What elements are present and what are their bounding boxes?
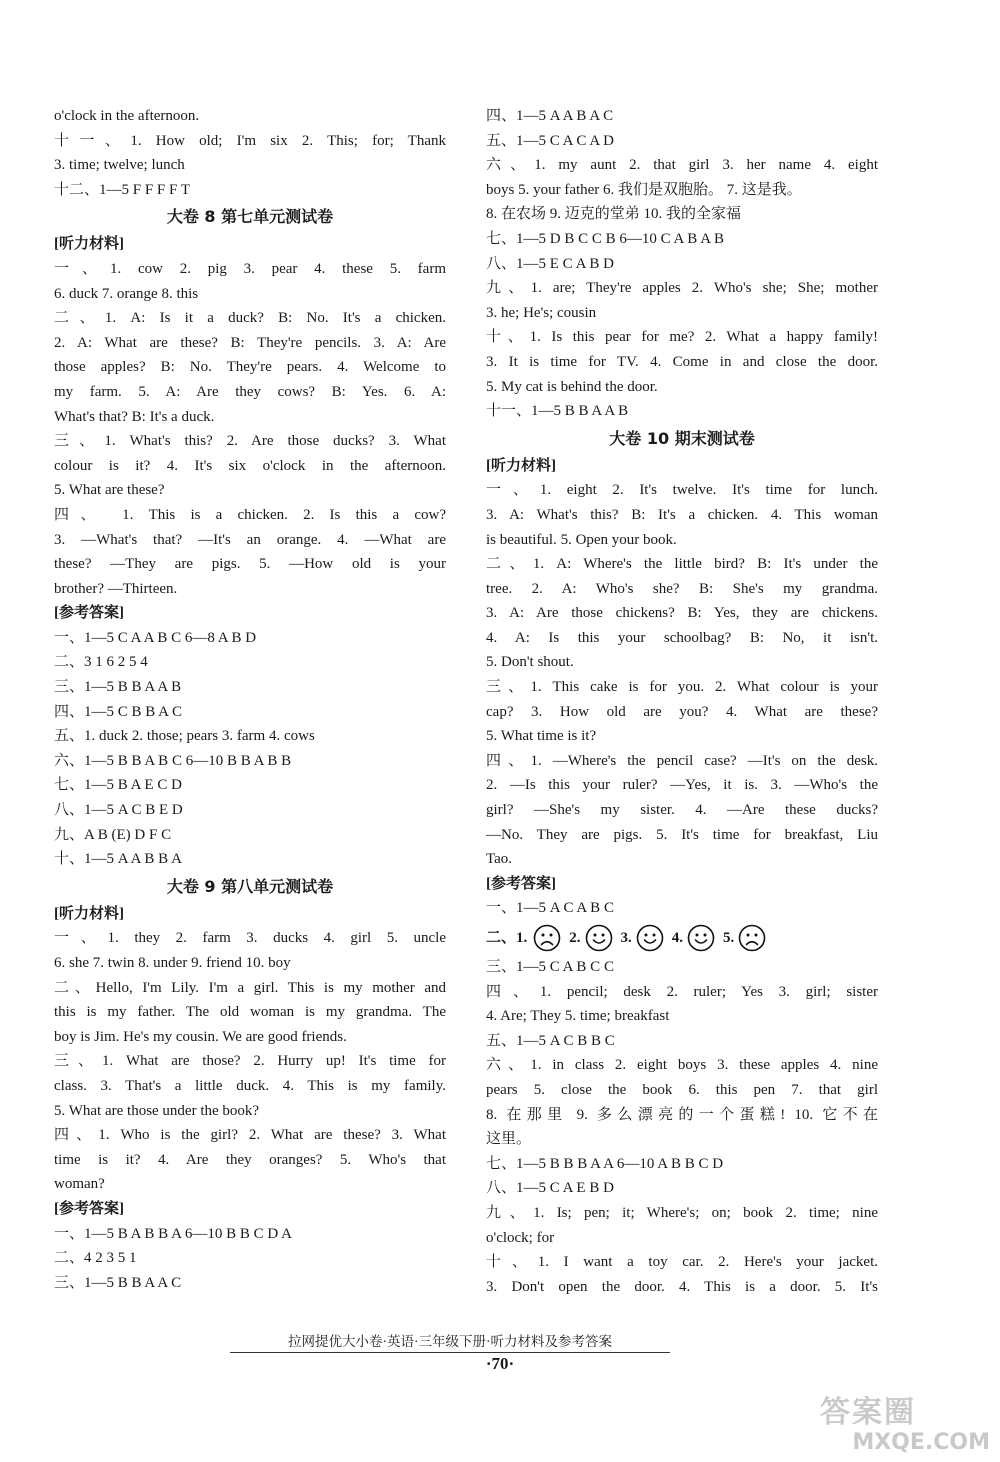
answer-line: 8. 在那里 9. 多么漂亮的一个蛋糕! 10. 它不在: [486, 1106, 878, 1123]
answer-line: pears 5. close the book 6. this pen 7. that girl: [486, 1081, 878, 1098]
answer-line: 九、1. are; They're apples 2. Who's she; She; mother: [486, 280, 878, 297]
answer-line: tree. 2. A: Who's she? B: She's my grandma.: [486, 580, 878, 597]
answer-line: 3. he; He's; cousin: [486, 304, 597, 321]
answer-line: 八、1—5 C A E B D: [486, 1180, 614, 1197]
answer-line: o'clock in the afternoon.: [54, 108, 200, 124]
answer-line: those apples? B: No. They're pears. 4. Welcome to: [54, 359, 446, 376]
answer-line: 5. What time is it?: [486, 728, 597, 745]
answer-line: these? —They are pigs. 5. —How old is your: [54, 556, 446, 573]
answer-line: brother? —Thirteen.: [54, 580, 178, 597]
answer-line: 七、1—5 D B C C B 6—10 C A B A B: [486, 230, 724, 247]
answer-line: 三、1. This cake is for you. 2. What colour is your: [486, 679, 878, 696]
answer-line: 三、1—5 B B A A C: [54, 1274, 182, 1291]
answer-line: 二、4 2 3 5 1: [54, 1250, 137, 1267]
section-heading: 大卷 8 第七单元测试卷: [166, 207, 334, 227]
face-number: 5.: [723, 930, 735, 946]
answer-line: time is it? 4. Are they oranges? 5. Who's that: [54, 1151, 446, 1168]
answer-line: 三、1. What are those? 2. Hurry up! It's time for: [54, 1053, 446, 1070]
section-tag: [参考答案]: [486, 875, 556, 892]
answer-line: 四、1. —Where's the pencil case? —It's on the desk.: [486, 752, 878, 769]
answer-line: Tao.: [486, 851, 513, 868]
answer-line: 六、1. my aunt 2. that girl 3. her name 4. eight: [486, 157, 878, 174]
section-tag: [参考答案]: [54, 1200, 124, 1217]
answer-line: 一、1. they 2. farm 3. ducks 4. girl 5. uncle: [54, 930, 446, 947]
section-heading: 大卷 9 第八单元测试卷: [166, 876, 334, 896]
sad-face-icon: [533, 924, 561, 952]
answer-line: —No. They are pigs. 5. It's time for breakfast, Liu: [486, 826, 878, 843]
answer-line: 一、1—5 C A A B C 6—8 A B D: [54, 629, 257, 646]
face-answer-row: [486, 921, 878, 955]
answer-line: 十二、1—5 F F F F T: [54, 181, 191, 198]
happy-face-icon: [585, 924, 613, 952]
answer-line: 六、1—5 B B A B C 6—10 B B A B B: [54, 752, 292, 769]
answer-line: 3. Don't open the door. 4. This is a door. 5. It's: [486, 1278, 878, 1295]
answer-line: 4. Are; They 5. time; breakfast: [486, 1008, 670, 1025]
face-number: 2.: [569, 930, 581, 946]
left-column: [54, 104, 446, 1295]
answer-line: cap? 3. How old are you? 4. What are these?: [486, 703, 878, 720]
answer-line: 6. she 7. twin 8. under 9. friend 10. boy: [54, 955, 291, 971]
face-row-lead: 二、1.: [486, 930, 528, 946]
answer-line: 十、1. Is this pear for me? 2. What a happy family!: [486, 329, 878, 346]
answer-line: 三、1—5 C A B C C: [486, 959, 614, 975]
answer-line: 8. 在农场 9. 迈克的堂弟 10. 我的全家福: [486, 206, 742, 223]
answer-line: 三、1. What's this? 2. Are those ducks? 3. What: [54, 433, 446, 450]
answer-line: 4. A: Is this your schoolbag? B: No, it isn't.: [486, 629, 878, 646]
answer-line: 一、1. cow 2. pig 3. pear 4. these 5. farm: [54, 260, 446, 277]
answer-line: 一、1. eight 2. It's twelve. It's time for lunch.: [486, 482, 878, 499]
answer-line: 十一、1. How old; I'm six 2. This; for; Thank: [54, 132, 446, 149]
answer-line: 3. time; twelve; lunch: [54, 157, 185, 174]
answer-line: woman?: [54, 1176, 105, 1193]
answer-line: 四、1. Who is the girl? 2. What are these? 3. What: [54, 1127, 446, 1144]
answer-line: 十、1. I want a toy car. 2. Here's your jacket.: [486, 1254, 878, 1271]
answer-line: 十一、1—5 B B A A B: [486, 403, 629, 420]
answer-line: 二、Hello, I'm Lily. I'm a girl. This is my mother and: [54, 979, 446, 996]
answer-line: 二、3 1 6 2 5 4: [54, 654, 148, 671]
answer-line: 九、1. Is; pen; it; Where's; on; book 2. time; nine: [486, 1204, 878, 1221]
answer-line: 八、1—5 A C B E D: [54, 802, 183, 819]
answer-line: this is my father. The old woman is my grandma. The: [54, 1004, 446, 1021]
answer-line: boy is Jim. He's my cousin. We are good friends.: [54, 1028, 347, 1045]
watermark-site: MXQE.COM: [852, 1430, 990, 1455]
happy-face-icon: [636, 924, 664, 952]
answer-line: 5. Don't shout.: [486, 654, 574, 671]
answer-line: 二、1. A: Where's the little bird? B: It's under the: [486, 556, 878, 573]
answer-line: 3. A: Are those chickens? B: Yes, they are chickens.: [486, 605, 878, 622]
answer-line: 三、1—5 B B A A B: [54, 679, 182, 696]
answer-line: What's that? B: It's a duck.: [54, 408, 215, 425]
answer-line: colour is it? 4. It's six o'clock in the afternoon.: [54, 457, 446, 474]
section-tag: [听力材料]: [486, 457, 556, 474]
answer-line: 一、1—5 B A B B A 6—10 B B C D A: [54, 1225, 292, 1242]
answer-line: 七、1—5 B A E C D: [54, 777, 182, 794]
page-number: ·70·: [485, 1354, 515, 1373]
answer-line: 这里。: [486, 1131, 532, 1148]
answer-line: o'clock; for: [486, 1229, 555, 1246]
answer-line: girl? —She's my sister. 4. —Are these ducks?: [486, 802, 878, 819]
answer-line: 5. What are those under the book?: [54, 1102, 260, 1119]
answer-line: 七、1—5 B B B A A 6—10 A B B C D: [486, 1155, 724, 1172]
answer-line: 5. What are these?: [54, 482, 165, 499]
answer-line: 一、1—5 A C A B C: [486, 900, 614, 917]
section-heading: 大卷 10 期末测试卷: [609, 428, 755, 448]
answer-line: my farm. 5. A: Are they cows? B: Yes. 6. A:: [54, 383, 446, 400]
answer-line: 八、1—5 E C A B D: [486, 255, 614, 272]
section-tag: [参考答案]: [54, 605, 124, 622]
answer-line: 2. A: What are these? B: They're pencils. 3. A: Are: [54, 334, 446, 351]
answer-line: 六、1. in class 2. eight boys 3. these apples 4. nine: [486, 1057, 878, 1074]
happy-face-icon: [687, 924, 715, 952]
answer-line: 3. A: What's this? B: It's a chicken. 4. This woman: [486, 506, 878, 523]
right-column: [486, 104, 878, 1299]
answer-line: 二、1. A: Is it a duck? B: No. It's a chicken.: [54, 310, 446, 327]
watermark-logo: 答案圈: [820, 1395, 916, 1430]
answer-line: 五、1—5 A C B B C: [486, 1032, 615, 1049]
answer-line: 九、A B (E) D F C: [54, 826, 172, 843]
answer-line: 四、1. pencil; desk 2. ruler; Yes 3. girl; sister: [486, 983, 878, 1000]
answer-line: 五、1—5 C A C A D: [486, 132, 614, 149]
answer-line: 四、 1. This is a chicken. 2. Is this a cow?: [54, 506, 446, 523]
answer-line: 2. —Is this your ruler? —Yes, it is. 3. —Who's the: [486, 777, 878, 794]
face-number: 4.: [671, 930, 684, 946]
answer-line: 5. My cat is behind the door.: [486, 378, 658, 395]
answer-line: 四、1—5 C B B A C: [54, 703, 182, 720]
section-tag: [听力材料]: [54, 236, 124, 253]
answer-line: 四、1—5 A A B A C: [486, 108, 614, 124]
answer-line: 3. It is time for TV. 4. Come in and close the door.: [486, 353, 878, 370]
answer-line: 3. —What's that? —It's an orange. 4. —What are: [54, 531, 446, 548]
answer-line: 6. duck 7. orange 8. this: [54, 285, 199, 302]
answer-line: 十、1—5 A A B B A: [54, 851, 182, 868]
answer-line: is beautiful. 5. Open your book.: [486, 531, 677, 548]
answer-line: 五、1. duck 2. those; pears 3. farm 4. cows: [54, 728, 315, 745]
section-tag: [听力材料]: [54, 905, 124, 922]
sad-face-icon: [738, 924, 766, 952]
face-number: 3.: [620, 930, 632, 946]
answer-line: boys 5. your father 6. 我们是双胞胎。 7. 这是我。: [486, 181, 802, 198]
page-footer: 拉网提优大小卷·英语·三年级下册·听力材料及参考答案: [230, 1330, 670, 1353]
watermark: [820, 1395, 990, 1457]
answer-line: class. 3. That's a little duck. 4. This is my family.: [54, 1077, 446, 1094]
